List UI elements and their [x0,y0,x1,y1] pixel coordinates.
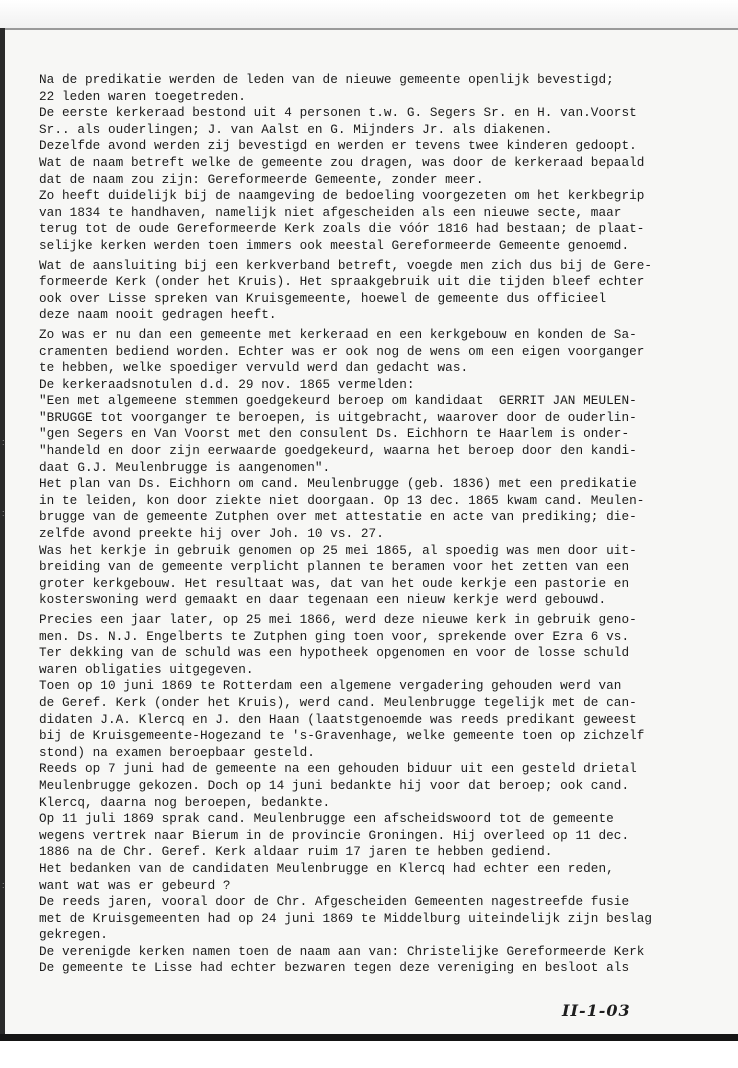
paragraph [39,258,734,324]
text-line: zelfde avond preekte hij over Joh. 10 vs. 27. [39,526,384,542]
text-line: Reeds op 7 juni had de gemeente na een gehouden biduur uit een gesteld drietal [39,761,637,777]
paragraph [39,72,734,255]
document-body [39,72,734,980]
text-line: 1886 na de Chr. Geref. Kerk aldaar ruim 17 jaren te hebben gediend. [39,844,553,860]
text-line: "handeld en door zijn eerwaarde goedgekeurd, waarna het beroep door den kandi- [39,443,637,459]
text-line: Het bedanken van de candidaten Meulenbrugge en Klercq had echter een reden, [39,860,614,876]
text-line: formeerde Kerk (onder het Kruis). Het spraakgebruik uit die tijden bleef echter [39,274,645,290]
text-line: terug tot de oude Gereformeerde Kerk zoals die vóór 1816 had bestaan; de plaat- [39,221,645,237]
text-line: Toen op 10 juni 1869 te Rotterdam een algemene vergadering gehouden werd van [39,678,622,694]
text-line: De reeds jaren, vooral door de Chr. Afgescheiden Gemeenten nagestreefde fusie [39,894,630,910]
text-line: daat G.J. Meulenbrugge is aangenomen". [39,459,331,475]
paragraph [39,612,734,977]
text-line: De gemeente te Lisse had echter bezwaren tegen deze vereniging en besloot als [39,960,630,976]
text-line: De kerkeraadsnotulen d.d. 29 nov. 1865 vermelden: [39,376,415,392]
text-line: didaten J.A. Klercq en J. den Haan (laatstgenoemde was reeds predikant geweest [39,711,637,727]
text-line: stond) na examen beroepbaar gesteld. [39,744,315,760]
text-line: Op 11 juli 1869 sprak cand. Meulenbrugge een afscheidswoord tot de gemeente [39,811,614,827]
text-line: met de Kruisgemeenten had op 24 juni 1869 te Middelburg uiteindelijk zijn beslag [39,910,653,926]
text-line: van 1834 te handhaven, namelijk niet afgescheiden als een nieuwe secte, maar [39,204,622,220]
text-line: Zo was er nu dan een gemeente met kerkeraad en een kerkgebouw en konden de Sa- [39,326,637,342]
text-line: Meulenbrugge gekozen. Doch op 14 juni bedankte hij voor dat beroep; ook cand. [39,777,630,793]
text-line: want wat was er gebeurd ? [39,877,231,893]
text-line: te hebben, welke spoediger vervuld werd dan gedacht was. [39,360,469,376]
scan-bottom-edge [0,1034,738,1041]
text-line: De eerste kerkeraad bestond uit 4 personen t.w. G. Segers Sr. en H. van.Voorst [39,105,637,121]
text-line: Na de predikatie werden de leden van de nieuwe gemeente openlijk bevestigd; [39,72,614,87]
text-line: De verenigde kerken namen toen de naam aan van: Christelijke Gereformeerde Kerk [39,943,645,959]
text-line: dat de naam zou zijn: Gereformeerde Gemeente, zonder meer. [39,171,484,187]
text-line: Klercq, daarna nog beroepen, bedankte. [39,794,331,810]
paragraph [39,327,734,609]
text-line: ook over Lisse spreken van Kruisgemeente, hoewel de gemeente dus officieel [39,290,607,306]
text-line: kosterswoning werd gemaakt en daar tegenaan een nieuw kerkje werd gebouwd. [39,592,607,608]
text-line: Wat de naam betreft welke de gemeente zou dragen, was door de kerkeraad bepaald [39,154,645,170]
text-line: Dezelfde avond werden zij bevestigd en werden er tevens twee kinderen gedoopt. [39,138,637,154]
text-line: deze naam nooit gedragen heeft. [39,307,277,323]
text-line: Zo heeft duidelijk bij de naamgeving de bedoeling voorgezeten om het kerkbegrip [39,188,645,204]
text-line: "BRUGGE tot voorganger te beroepen, is uitgebracht, waarover door de ouderlin- [39,409,637,425]
text-line: Wat de aansluiting bij een kerkverband betreft, voegde men zich dus bij de Gere- [39,257,653,273]
margin-mark: : [2,437,5,447]
text-line: bij de Kruisgemeente-Hogezand te 's-Gravenhage, welke gemeente toen op zichzelf [39,728,645,744]
text-line: "gen Segers en Van Voorst met den consulent Ds. Eichhorn te Haarlem is onder- [39,426,630,442]
text-line: men. Ds. N.J. Engelberts te Zutphen ging toen voor, sprekende over Ezra 6 vs. [39,628,630,644]
page-number: II-1-03 [562,1001,631,1020]
text-line: Ter dekking van de schuld was een hypotheek opgenomen en voor de losse schuld [39,645,630,661]
text-line: 22 leden waren toegetreden. [39,88,246,104]
text-line: groter kerkgebouw. Het resultaat was, dat van het oude kerkje een pastorie en [39,575,630,591]
text-line: Was het kerkje in gebruik genomen op 25 mei 1865, al spoedig was men door uit- [39,542,637,558]
text-line: waren obligaties uitgegeven. [39,661,254,677]
text-line: Het plan van Ds. Eichhorn om cand. Meulenbrugge (geb. 1836) met een predikatie [39,476,637,492]
text-line: selijke kerken werden toen immers ook meestal Gereformeerde Gemeente genoemd. [39,237,630,253]
text-line: in te leiden, kon door ziekte niet doorgaan. Op 13 dec. 1865 kwam cand. Meulen- [39,492,645,508]
margin-mark: : [2,508,5,518]
text-line: de Geref. Kerk (onder het Kruis), werd cand. Meulenbrugge tegelijk met de can- [39,694,637,710]
text-line: Sr.. als ouderlingen; J. van Aalst en G. Mijnders Jr. als diakenen. [39,121,553,137]
scan-top-edge [0,0,738,28]
text-line: breiding van de gemeente verplicht plannen te beramen voor het zetten van een [39,559,630,575]
text-line: "Een met algemeene stemmen goedgekeurd beroep om kandidaat GERRIT JAN MEULEN- [39,393,637,409]
text-line: Precies een jaar later, op 25 mei 1866, werd deze nieuwe kerk in gebruik geno- [39,612,637,627]
text-line: brugge van de gemeente Zutphen over met attestatie en acte van prediking; die- [39,509,637,525]
text-line: cramenten bediend worden. Echter was er ook nog de wens om een eigen voorganger [39,343,645,359]
margin-mark: : [2,880,5,890]
text-line: gekregen. [39,927,108,943]
text-line: wegens vertrek naar Bierum in de provincie Groningen. Hij overleed op 11 dec. [39,827,630,843]
